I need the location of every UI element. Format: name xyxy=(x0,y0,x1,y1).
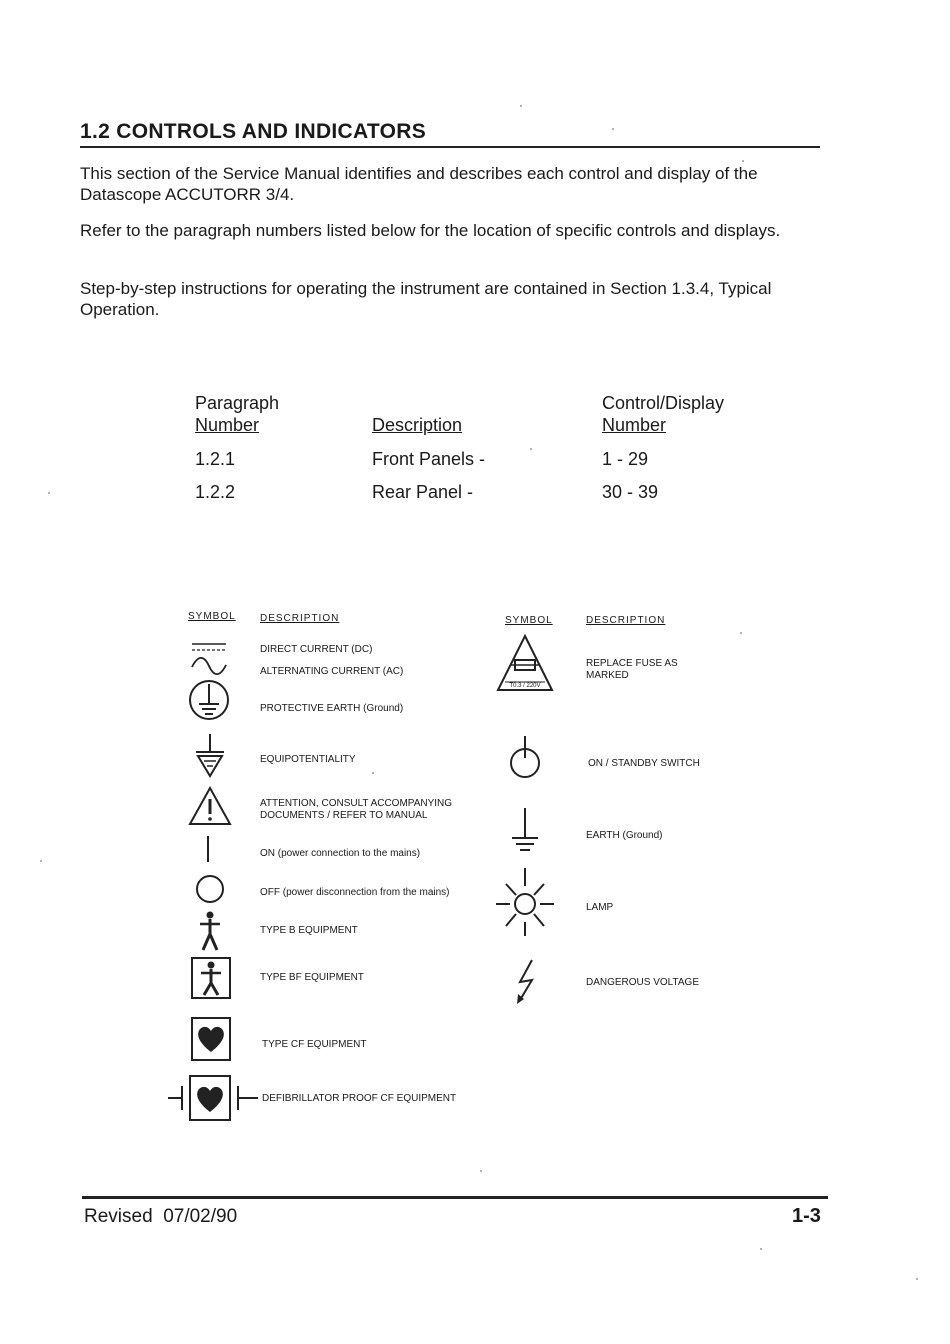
row-description: Rear Panel - xyxy=(372,482,474,502)
type-bf-icon xyxy=(190,956,232,1000)
symbol-label-protective-earth: PROTECTIVE EARTH (Ground) xyxy=(260,703,404,714)
replace-fuse-icon xyxy=(496,634,554,692)
symbol-label-equipotentiality: EQUIPOTENTIALITY xyxy=(260,754,356,765)
symbol-label-dc: DIRECT CURRENT (DC) xyxy=(260,644,373,655)
symbol-label-type-cf: TYPE CF EQUIPMENT xyxy=(262,1039,367,1050)
row-paragraph-number: 1.2.1 xyxy=(195,449,236,469)
symbol-label-type-bf: TYPE BF EQUIPMENT xyxy=(260,972,364,983)
col-header-paragraph-top: Paragraph xyxy=(195,393,280,413)
footer-rule xyxy=(82,1196,828,1199)
fuse-rating-text: T0.3 / 220V xyxy=(509,683,541,689)
earth-ground-icon xyxy=(510,806,540,854)
row-control-number: 30 - 39 xyxy=(602,482,659,502)
symbol-label-earth-ground: EARTH (Ground) xyxy=(586,830,663,841)
row-control-number: 1 - 29 xyxy=(602,449,649,469)
reference-paragraph: Refer to the paragraph numbers listed below for the location of specific controls and displays. xyxy=(80,221,781,240)
page-number: 1-3 xyxy=(792,1205,821,1227)
symbol-label-type-b: TYPE B EQUIPMENT xyxy=(260,925,358,936)
type-cf-icon xyxy=(190,1016,232,1062)
col-header-paragraph-bottom: Number xyxy=(195,415,260,435)
description-header-left: DESCRIPTION xyxy=(260,613,340,624)
symbol-label-replace-fuse: REPLACE FUSE AS MARKED xyxy=(586,658,678,681)
col-header-control-top: Control/Display xyxy=(602,393,725,413)
on-icon xyxy=(200,834,216,864)
row-description: Front Panels - xyxy=(372,449,486,469)
dc-icon xyxy=(190,641,228,653)
footer-revised-date: Revised 07/02/90 xyxy=(84,1206,238,1227)
off-icon xyxy=(193,873,227,905)
row-paragraph-number: 1.2.2 xyxy=(195,482,236,502)
standby-icon xyxy=(508,734,542,780)
page-title: 1.2 CONTROLS AND INDICATORS xyxy=(80,120,427,143)
ac-icon xyxy=(190,657,228,675)
symbol-header-right: SYMBOL xyxy=(505,615,553,626)
symbol-label-ac: ALTERNATING CURRENT (AC) xyxy=(260,666,404,677)
symbol-label-defibrillator-cf: DEFIBRILLATOR PROOF CF EQUIPMENT xyxy=(262,1093,457,1104)
instructions-paragraph: Step-by-step instructions for operating the instrument are contained in Section 1.3.4, Typical Operation. xyxy=(80,279,772,319)
lamp-icon xyxy=(494,866,556,938)
symbol-header-left: SYMBOL xyxy=(188,611,236,622)
symbol-label-lamp: LAMP xyxy=(586,902,614,913)
attention-icon xyxy=(188,786,232,826)
title-rule xyxy=(80,146,820,148)
col-header-control-bottom: Number xyxy=(602,415,667,435)
equipotentiality-icon xyxy=(193,732,227,780)
symbol-label-attention: ATTENTION, CONSULT ACCOMPANYING DOCUMENTS / REFER TO MANUAL xyxy=(260,798,453,821)
description-header-right: DESCRIPTION xyxy=(586,615,666,626)
protective-earth-icon xyxy=(187,678,231,722)
dangerous-voltage-icon xyxy=(512,958,540,1006)
symbol-label-off: OFF (power disconnection from the mains) xyxy=(260,887,450,898)
col-header-description: Description xyxy=(372,415,463,435)
intro-paragraph: This section of the Service Manual identifies and describes each control and display of the Datascope ACCUTORR 3/4. xyxy=(80,164,758,204)
symbol-label-standby: ON / STANDBY SWITCH xyxy=(588,758,700,769)
symbol-label-on: ON (power connection to the mains) xyxy=(260,848,421,859)
symbol-label-dangerous-voltage: DANGEROUS VOLTAGE xyxy=(586,977,699,988)
type-b-icon xyxy=(196,910,224,952)
defibrillator-cf-icon xyxy=(168,1074,260,1122)
